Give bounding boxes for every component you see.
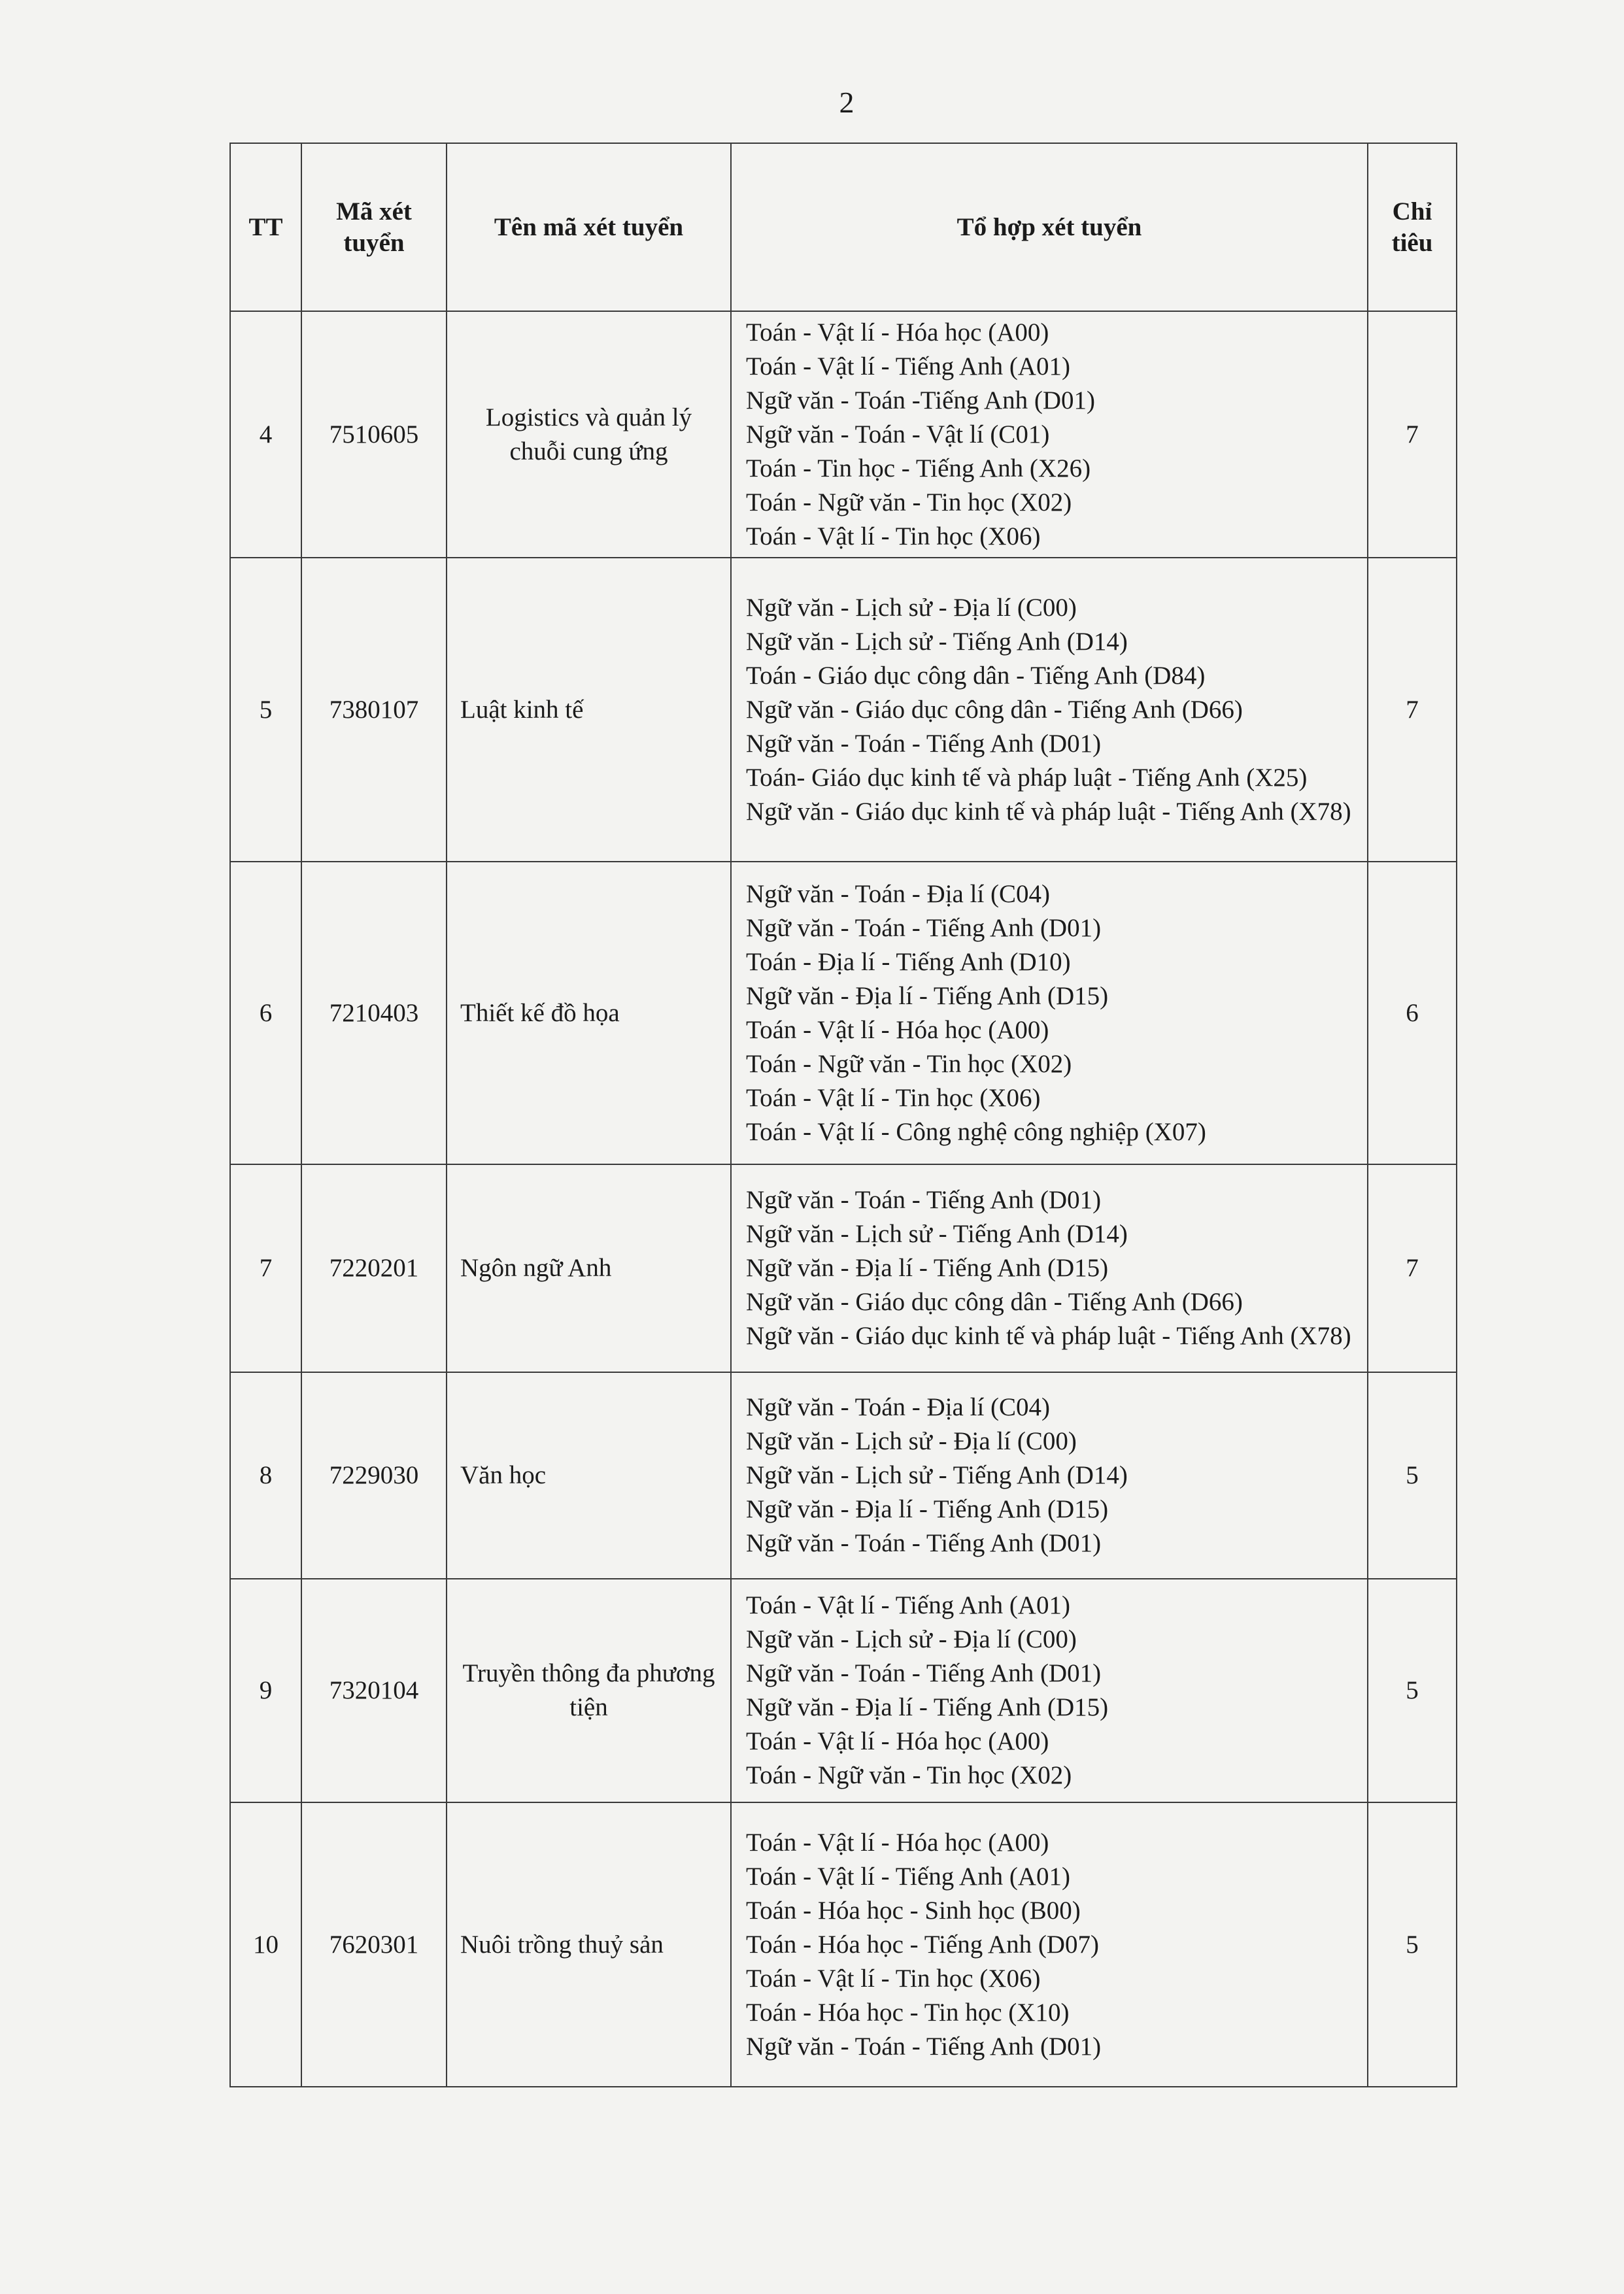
admission-code: 7620301 (301, 1802, 447, 2087)
combination-item: Ngữ văn - Toán - Tiếng Anh (D01) (746, 1659, 1102, 1687)
table-row (230, 1802, 1457, 2087)
row-number: 7 (230, 1164, 301, 1372)
combination-item: Ngữ văn - Lịch sử - Tiếng Anh (D14) (746, 1461, 1128, 1489)
row-number: 9 (230, 1579, 301, 1802)
row-number: 8 (230, 1372, 301, 1579)
combination-item: Toán - Vật lí - Tiếng Anh (A01) (746, 1591, 1070, 1619)
combination-item: Ngữ văn - Toán - Tiếng Anh (D01) (746, 729, 1102, 758)
combination-item: Toán - Vật lí - Tiếng Anh (A01) (746, 352, 1070, 380)
combination-item: Ngữ văn - Toán - Tiếng Anh (D01) (746, 1186, 1102, 1214)
table-row (230, 1579, 1457, 1802)
combination-item: Ngữ văn - Toán - Vật lí (C01) (746, 420, 1050, 448)
combination-item: Ngữ văn - Toán - Tiếng Anh (D01) (746, 1529, 1102, 1557)
quota-value: 5 (1368, 1372, 1457, 1579)
quota-value: 5 (1368, 1802, 1457, 2087)
program-name: Ngôn ngữ Anh (447, 1164, 731, 1372)
combination-item: Ngữ văn - Địa lí - Tiếng Anh (D15) (746, 1495, 1109, 1523)
combination-item: Ngữ văn - Toán - Địa lí (C04) (746, 879, 1051, 908)
quota-value: 5 (1368, 1579, 1457, 1802)
admission-code: 7320104 (301, 1579, 447, 1802)
combination-item: Ngữ văn - Toán -Tiếng Anh (D01) (746, 386, 1096, 414)
combination-item: Toán - Vật lí - Hóa học (A00) (746, 1015, 1049, 1044)
admission-table (229, 143, 1457, 2087)
combination-item: Toán - Vật lí - Tiếng Anh (A01) (746, 1862, 1070, 1891)
row-number: 10 (230, 1802, 301, 2087)
combination-item: Toán - Vật lí - Tin học (X06) (746, 1083, 1041, 1112)
combination-list (731, 1372, 1368, 1579)
header-quota: Chỉ tiêu (1368, 143, 1457, 311)
admission-code: 7229030 (301, 1372, 447, 1579)
quota-value: 6 (1368, 862, 1457, 1164)
combination-item: Ngữ văn - Lịch sử - Tiếng Anh (D14) (746, 1220, 1128, 1248)
combination-item: Toán - Vật lí - Tin học (X06) (746, 522, 1041, 550)
quota-value: 7 (1368, 1164, 1457, 1372)
program-name: Truyền thông đa phương tiện (447, 1579, 731, 1802)
table-row (230, 311, 1457, 558)
combination-item: Toán - Vật lí - Tin học (X06) (746, 1964, 1041, 1993)
admission-code: 7210403 (301, 862, 447, 1164)
combination-item: Toán- Giáo dục kinh tế và pháp luật - Tiếng Anh (X25) (746, 763, 1308, 792)
combination-item: Ngữ văn - Lịch sử - Địa lí (C00) (746, 1625, 1077, 1653)
combination-item: Toán - Vật lí - Hóa học (A00) (746, 318, 1049, 346)
table-header-row (230, 143, 1457, 311)
admission-code: 7220201 (301, 1164, 447, 1372)
combination-item: Ngữ văn - Địa lí - Tiếng Anh (D15) (746, 1254, 1109, 1282)
table-row (230, 862, 1457, 1164)
combination-item: Toán - Vật lí - Hóa học (A00) (746, 1727, 1049, 1755)
combination-item: Toán - Tin học - Tiếng Anh (X26) (746, 454, 1091, 482)
combination-list (731, 862, 1368, 1164)
combination-item: Ngữ văn - Lịch sử - Địa lí (C00) (746, 593, 1077, 622)
combination-item: Toán - Hóa học - Tin học (X10) (746, 1998, 1070, 2027)
combination-item: Toán - Ngữ văn - Tin học (X02) (746, 488, 1072, 516)
quota-value: 7 (1368, 558, 1457, 862)
combination-list (731, 311, 1368, 558)
header-name: Tên mã xét tuyển (447, 143, 731, 311)
program-name: Văn học (447, 1372, 731, 1579)
combination-list (731, 1164, 1368, 1372)
combination-item: Ngữ văn - Giáo dục công dân - Tiếng Anh (D66) (746, 695, 1243, 724)
combination-list (731, 1802, 1368, 2087)
combination-item: Ngữ văn - Địa lí - Tiếng Anh (D15) (746, 981, 1109, 1010)
page-number: 2 (839, 86, 854, 119)
combination-item: Ngữ văn - Toán - Tiếng Anh (D01) (746, 913, 1102, 942)
table-body (230, 311, 1457, 2087)
combination-item: Toán - Vật lí - Công nghệ công nghiệp (X07) (746, 1117, 1206, 1146)
program-name: Logistics và quản lý chuỗi cung ứng (447, 311, 731, 558)
header-combos: Tổ hợp xét tuyển (731, 143, 1368, 311)
row-number: 6 (230, 862, 301, 1164)
combination-item: Ngữ văn - Toán - Tiếng Anh (D01) (746, 2032, 1102, 2061)
combination-item: Ngữ văn - Giáo dục kinh tế và pháp luật - Tiếng Anh (X78) (746, 1322, 1351, 1350)
table-row (230, 1164, 1457, 1372)
combination-item: Toán - Ngữ văn - Tin học (X02) (746, 1049, 1072, 1078)
table-row (230, 558, 1457, 862)
program-name: Nuôi trồng thuỷ sản (447, 1802, 731, 2087)
admission-code: 7380107 (301, 558, 447, 862)
combination-item: Ngữ văn - Lịch sử - Địa lí (C00) (746, 1427, 1077, 1455)
program-name: Luật kinh tế (447, 558, 731, 862)
table-row (230, 1372, 1457, 1579)
program-name: Thiết kế đồ họa (447, 862, 731, 1164)
combination-item: Ngữ văn - Địa lí - Tiếng Anh (D15) (746, 1693, 1109, 1721)
header-code: Mã xét tuyển (301, 143, 447, 311)
header-tt: TT (230, 143, 301, 311)
combination-item: Ngữ văn - Toán - Địa lí (C04) (746, 1393, 1051, 1421)
combination-item: Toán - Địa lí - Tiếng Anh (D10) (746, 947, 1071, 976)
combination-item: Ngữ văn - Lịch sử - Tiếng Anh (D14) (746, 627, 1128, 656)
combination-item: Ngữ văn - Giáo dục kinh tế và pháp luật - Tiếng Anh (X78) (746, 797, 1351, 826)
combination-item: Toán - Ngữ văn - Tin học (X02) (746, 1761, 1072, 1789)
combination-item: Toán - Hóa học - Sinh học (B00) (746, 1896, 1081, 1925)
row-number: 4 (230, 311, 301, 558)
combination-list (731, 1579, 1368, 1802)
combination-item: Toán - Giáo dục công dân - Tiếng Anh (D84) (746, 661, 1206, 690)
combination-item: Toán - Hóa học - Tiếng Anh (D07) (746, 1930, 1099, 1959)
admission-code: 7510605 (301, 311, 447, 558)
combination-item: Toán - Vật lí - Hóa học (A00) (746, 1828, 1049, 1857)
quota-value: 7 (1368, 311, 1457, 558)
row-number: 5 (230, 558, 301, 862)
combination-item: Ngữ văn - Giáo dục công dân - Tiếng Anh (D66) (746, 1288, 1243, 1316)
combination-list (731, 558, 1368, 862)
